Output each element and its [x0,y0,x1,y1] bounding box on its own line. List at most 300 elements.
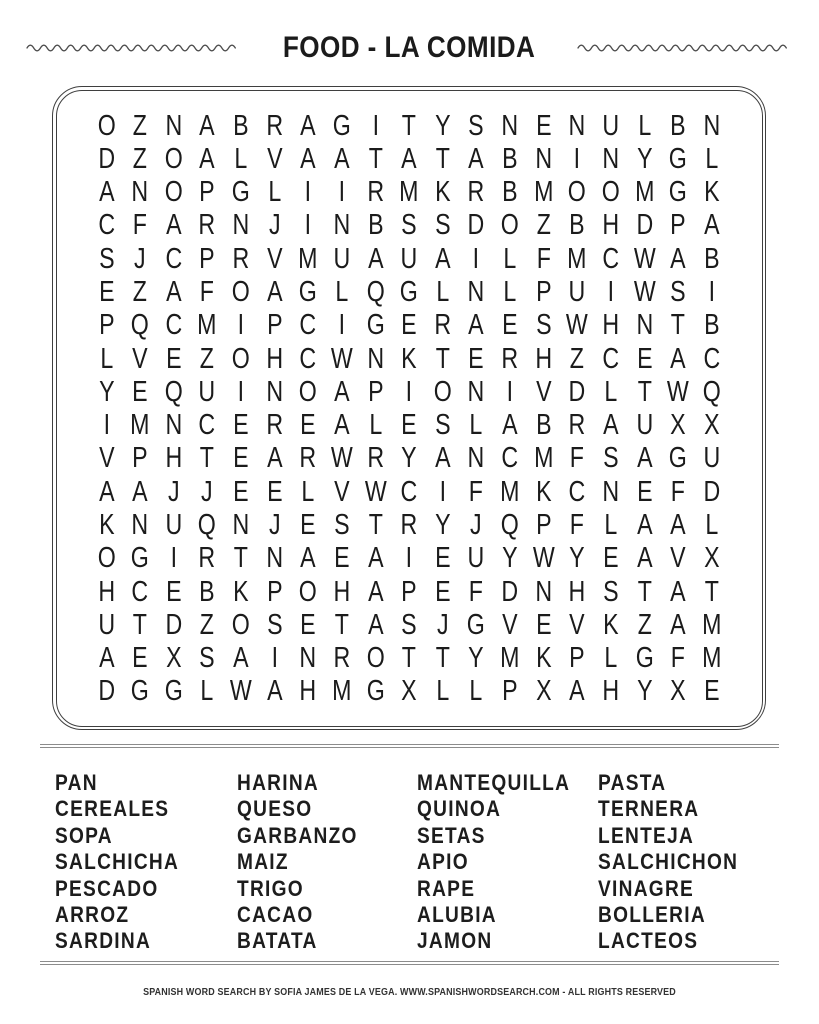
grid-cell: A [367,242,384,275]
grid-cell: I [607,276,615,309]
grid-cell: P [199,176,215,209]
wordsearch-grid-border [52,86,766,730]
grid-cell: W [330,442,353,475]
grid-cell: X [703,409,720,442]
grid-cell: I [473,242,480,275]
grid-cell: I [439,475,446,508]
grid-cell: E [535,109,552,142]
grid-cell: P [535,276,552,309]
grid-cell: P [132,442,148,475]
grid-cell: T [401,109,417,142]
grid-cell: E [603,542,619,575]
grid-cell: S [603,575,619,608]
grid-cell: S [98,242,115,275]
grid-cell: M [567,242,587,275]
word-list-item: ALUBIA [417,902,497,928]
grid-cell: M [332,675,352,708]
grid-cell: N [266,375,283,408]
grid-cell: D [501,575,519,608]
grid-cell: E [703,675,720,708]
grid-cell: A [333,375,350,408]
grid-cell: R [568,409,586,442]
grid-cell: V [266,142,283,175]
grid-cell: N [232,209,250,242]
word-list-item: PESCADO [55,875,159,901]
grid-cell: K [603,608,619,641]
grid-cell: V [670,542,686,575]
grid-cell: G [467,608,486,641]
grid-cell: F [570,508,585,541]
grid-cell: H [333,575,351,608]
grid-cell: H [568,575,586,608]
grid-cell: M [533,176,554,209]
footer-credit: SPANISH WORD SEARCH BY SOFIA JAMES DE LA VEGA. WWW.SPANISHWORDSEARCH.COM - ALL RIGHTS RESERVED [143,986,676,998]
grid-cell: A [300,542,316,575]
grid-cell: I [338,176,345,209]
grid-cell: O [164,142,183,175]
grid-cell: U [198,375,216,408]
grid-cell: C [602,242,620,275]
grid-cell: N [299,642,317,675]
grid-cell: E [636,342,653,375]
grid-cell: E [300,409,316,442]
grid-cell: S [603,442,619,475]
grid-cell: R [366,442,384,475]
grid-cell: S [266,608,283,641]
grid-cell: E [300,608,316,641]
grid-cell: G [130,542,149,575]
grid-cell: U [602,109,620,142]
grid-cell: Y [569,542,585,575]
grid-cell: S [401,608,417,641]
grid-cell: S [468,109,484,142]
word-list-item: MANTEQUILLA [417,770,571,795]
word-list-item: GARBANZO [237,822,358,848]
grid-cell: Z [200,608,215,641]
grid-cell: R [400,508,418,541]
grid-cell: P [535,508,552,541]
grid-cell: P [266,575,283,608]
grid-cell: N [636,309,653,342]
grid-cell: E [132,642,148,675]
grid-cell: R [266,409,283,442]
grid-cell: J [436,608,449,641]
grid-cell: A [636,542,653,575]
grid-cell: A [367,542,384,575]
grid-cell: B [233,109,249,142]
grid-cell: F [469,475,484,508]
grid-cell: A [502,409,518,442]
grid-cell: W [667,375,689,408]
grid-cell: L [200,675,214,708]
grid-cell: W [229,675,252,708]
grid-cell: Q [198,508,217,541]
grid-cell: N [602,475,620,508]
grid-cell: B [199,575,215,608]
grid-cell: A [670,508,686,541]
grid-cell: L [705,508,719,541]
grid-cell: V [266,242,283,275]
grid-cell: H [602,309,620,342]
grid-cell: E [98,276,115,309]
grid-cell: X [670,409,686,442]
grid-cell: I [405,542,413,575]
grid-cell: C [400,475,418,508]
grid-cell: C [299,309,317,342]
grid-cell: T [435,342,450,375]
grid-cell: O [299,575,318,608]
grid-cell: A [266,675,283,708]
grid-cell: A [636,508,653,541]
grid-cell: I [103,409,110,442]
grid-cell: N [266,542,283,575]
grid-cell: F [670,475,686,508]
grid-cell: Z [132,109,148,142]
grid-cell: A [367,608,384,641]
grid-cell: N [165,109,182,142]
grid-cell: A [300,142,316,175]
grid-cell: W [364,475,387,508]
grid-cell: S [199,642,215,675]
grid-cell: U [165,508,182,541]
word-list-item: QUINOA [417,796,502,822]
grid-cell: K [535,642,552,675]
grid-cell: Y [468,642,484,675]
grid-cell: E [502,309,518,342]
grid-cell: T [368,508,383,541]
grid-cell: A [132,475,148,508]
grid-cell: A [569,675,585,708]
grid-cell: P [199,242,215,275]
grid-cell: I [170,542,177,575]
grid-cell: E [165,342,182,375]
word-list-item: CEREALES [55,796,170,822]
grid-cell: Y [434,508,451,541]
grid-cell: N [535,575,552,608]
grid-cell: R [333,642,351,675]
grid-cell: O [97,109,116,142]
grid-cell: N [467,375,485,408]
grid-cell: I [338,309,345,342]
grid-cell: E [535,608,552,641]
grid-cell: D [97,675,115,708]
word-list-item: HARINA [237,770,320,795]
grid-cell: T [233,542,248,575]
grid-cell: M [298,242,318,275]
word-list-column-4 [598,770,763,955]
grid-cell: Z [637,608,652,641]
page-header [0,28,819,68]
grid-cell: S [333,508,350,541]
grid-cell: L [637,109,651,142]
grid-cell: R [501,342,519,375]
grid-cell: Y [636,142,653,175]
grid-cell: R [266,109,283,142]
grid-cell: L [469,409,483,442]
grid-cell: G [231,176,250,209]
wordsearch-letter-grid [56,90,763,727]
grid-cell: Y [98,375,115,408]
grid-cell: L [99,342,113,375]
grid-cell: S [535,309,552,342]
grid-cell: A [670,242,686,275]
grid-cell: P [670,209,686,242]
page-title: FOOD - LA COMIDA [283,31,536,64]
grid-cell: I [708,276,715,309]
grid-cell: T [637,375,652,408]
grid-cell: R [434,309,451,342]
grid-cell: R [232,242,250,275]
grid-cell: E [233,409,249,442]
grid-cell: Q [366,276,385,309]
grid-cell: W [633,242,656,275]
grid-cell: T [200,442,215,475]
grid-cell: L [335,276,349,309]
grid-cell: U [636,409,653,442]
grid-cell: T [704,575,719,608]
word-list-item: CACAO [237,902,314,928]
grid-cell: E [132,375,148,408]
grid-cell: A [367,575,384,608]
grid-cell: G [669,142,688,175]
grid-cell: U [400,242,418,275]
grid-cell: G [366,675,385,708]
grid-cell: N [501,109,519,142]
grid-cell: P [502,675,518,708]
grid-cell: A [165,209,182,242]
grid-cell: E [233,442,249,475]
grid-cell: Z [200,342,215,375]
grid-cell: Z [570,342,585,375]
grid-cell: M [130,409,150,442]
word-list-item: QUESO [237,796,313,822]
grid-cell: T [435,642,450,675]
grid-cell: W [330,342,353,375]
grid-cell: M [533,442,554,475]
grid-cell: I [372,109,379,142]
grid-cell: U [333,242,351,275]
word-list-item: ARROZ [55,902,130,928]
grid-cell: A [670,342,686,375]
grid-cell: K [98,508,115,541]
grid-cell: R [198,209,216,242]
grid-cell: I [304,209,312,242]
grid-cell: O [601,176,620,209]
grid-cell: A [401,142,417,175]
grid-cell: G [366,309,385,342]
grid-cell: J [201,475,214,508]
grid-cell: H [535,342,552,375]
grid-cell: M [500,475,520,508]
grid-cell: C [97,209,115,242]
grid-cell: V [502,608,518,641]
word-list-column-1 [55,770,201,955]
grid-cell: O [299,375,318,408]
grid-cell: G [669,176,688,209]
grid-cell: D [568,375,586,408]
grid-cell: A [266,276,283,309]
grid-cell: I [405,375,413,408]
grid-cell: A [266,442,283,475]
grid-cell: A [434,442,451,475]
grid-cell: M [702,608,722,641]
grid-cell: I [573,142,581,175]
grid-cell: J [470,508,483,541]
grid-cell: T [368,142,383,175]
grid-cell: Q [702,375,721,408]
grid-cell: P [266,309,283,342]
grid-cell: F [469,575,484,608]
grid-cell: F [570,442,585,475]
grid-cell: N [568,109,586,142]
grid-cell: B [703,309,720,342]
grid-cell: F [132,209,148,242]
grid-cell: Z [132,142,148,175]
grid-cell: G [164,675,183,708]
word-list-column-2 [237,770,379,955]
grid-cell: E [434,575,451,608]
grid-cell: L [268,176,281,209]
grid-cell: L [436,276,450,309]
grid-cell: A [434,242,451,275]
grid-cell: M [702,642,722,675]
grid-cell: A [468,309,484,342]
grid-cell: C [703,342,721,375]
word-list-item: TRIGO [237,875,304,901]
grid-cell: J [268,209,281,242]
grid-cell: O [433,375,452,408]
grid-cell: C [165,309,182,342]
grid-cell: W [633,276,656,309]
grid-cell: B [502,176,518,209]
grid-cell: C [198,409,216,442]
grid-cell: O [568,176,587,209]
grid-cell: L [604,375,618,408]
grid-cell: X [670,675,686,708]
grid-cell: R [299,442,317,475]
grid-cell: S [670,276,686,309]
grid-cell: I [237,375,245,408]
word-list-item: SETAS [417,822,486,848]
grid-cell: Y [434,109,451,142]
word-list-item: PASTA [598,770,667,795]
grid-cell: A [98,642,115,675]
grid-cell: T [670,309,686,342]
grid-cell: B [703,242,720,275]
grid-cell: A [636,442,653,475]
grid-cell: O [231,608,250,641]
grid-cell: L [604,508,618,541]
word-list-item: BATATA [237,928,318,954]
grid-cell: H [165,442,182,475]
word-list-item: SALCHICHON [598,849,739,875]
word-list-item: RAPE [417,875,476,901]
grid-cell: S [434,209,451,242]
grid-cell: A [670,608,686,641]
grid-cell: U [97,608,115,641]
grid-cell: C [131,575,149,608]
grid-cell: I [271,642,278,675]
grid-cell: S [401,209,417,242]
grid-cell: X [703,542,720,575]
grid-cell: H [602,675,620,708]
grid-cell: L [301,475,315,508]
grid-cell: N [703,109,721,142]
grid-cell: H [299,675,317,708]
grid-cell: F [200,276,215,309]
grid-cell: I [304,176,312,209]
grid-cell: K [703,176,720,209]
grid-cell: D [97,142,115,175]
grid-cell: G [635,642,654,675]
grid-cell: U [467,542,485,575]
word-list-item: SARDINA [55,928,152,954]
grid-cell: N [602,142,620,175]
grid-cell: E [333,542,350,575]
grid-cell: E [401,409,417,442]
grid-cell: F [670,642,686,675]
grid-cell: H [602,209,620,242]
grid-cell: B [367,209,384,242]
grid-cell: L [705,142,719,175]
grid-cell: N [165,409,182,442]
word-list-item: BOLLERIA [598,902,706,928]
grid-cell: V [569,608,585,641]
grid-cell: R [198,542,216,575]
wavy-line-right-icon [577,42,793,54]
grid-cell: M [197,309,217,342]
grid-cell: E [266,475,283,508]
grid-cell: P [367,375,384,408]
word-list-item: SALCHICHA [55,849,180,875]
grid-cell: A [703,209,720,242]
grid-cell: E [434,542,451,575]
grid-cell: B [569,209,585,242]
grid-cell: Y [502,542,518,575]
grid-cell: D [467,209,485,242]
grid-cell: O [97,542,116,575]
grid-cell: A [333,142,350,175]
grid-cell: B [502,142,518,175]
grid-cell: E [165,575,182,608]
grid-cell: A [199,109,215,142]
grid-cell: G [669,442,688,475]
word-list-item: LACTEOS [598,928,699,954]
grid-cell: H [266,342,283,375]
grid-cell: W [566,309,589,342]
grid-cell: N [333,209,351,242]
grid-cell: A [468,142,484,175]
grid-cell: Y [401,442,417,475]
grid-cell: M [634,176,655,209]
grid-cell: P [401,575,417,608]
grid-cell: A [603,409,619,442]
grid-cell: L [234,142,248,175]
grid-cell: N [535,142,552,175]
grid-cell: O [366,642,385,675]
grid-cell: T [637,575,652,608]
grid-cell: Z [132,276,148,309]
grid-cell: J [134,242,146,275]
grid-cell: O [164,176,183,209]
grid-cell: L [436,675,450,708]
grid-cell: R [467,176,485,209]
grid-cell: J [167,475,180,508]
grid-cell: N [366,342,384,375]
grid-cell: X [401,675,417,708]
grid-cell: A [300,109,316,142]
grid-cell: D [165,608,182,641]
